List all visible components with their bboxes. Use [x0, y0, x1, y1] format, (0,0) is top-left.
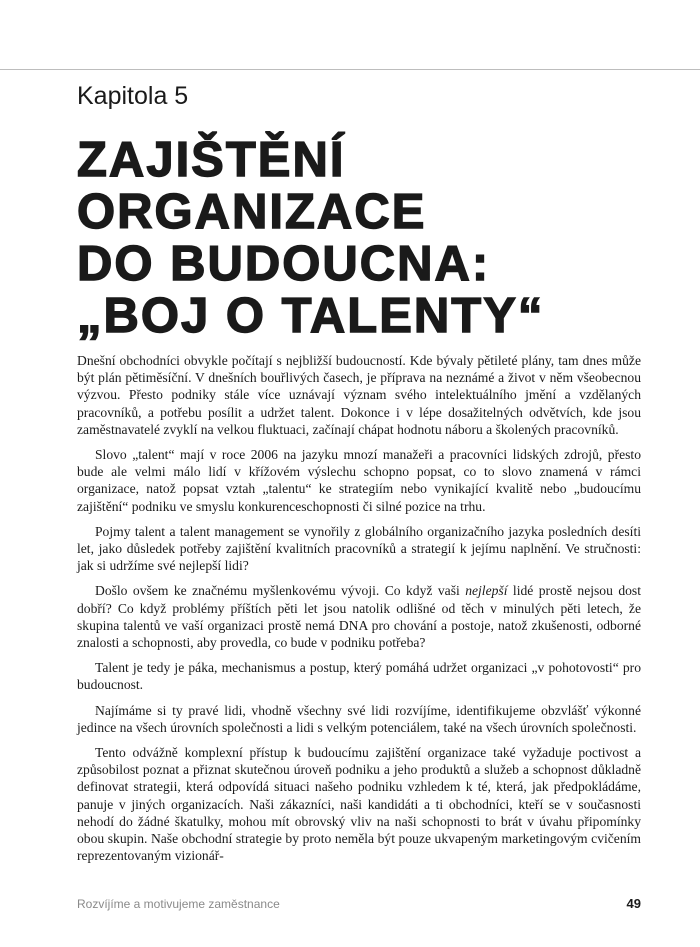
paragraph: Tento odvážně komplexní přístup k budoucímu zajištění organizace také vyžaduje poctivost a způsobilost poznat a přiznat skutečnou úroveň podniku a jeho produktů a služeb a schopnost důkladně definovat strategii, která odpovídá situaci našeho podniku vzhledem k té, která, jak předpokládáme, panuje v jiných organizacích. Naši zákazníci, naši kandidáti a ti obchodníci, kteří se v současnosti nehodí do žádné škatulky, mohou mít obrovský vliv na naši schopnosti to brát v úvahu připomínky obou skupin. Naše obchodní strategie by proto neměla být pouze ukvapeným marketingovým cvičením reprezentovaným vizionář-: [77, 745, 641, 864]
running-footer-title: Rozvíjíme a motivujeme zaměstnance: [77, 897, 280, 911]
chapter-title-line: ZAJIŠTĚNÍ: [77, 133, 346, 187]
header-rule: [0, 69, 700, 70]
chapter-title-line: DO BUDOUCNA:: [77, 237, 491, 291]
body-text: [77, 352, 641, 872]
paragraph-text: Došlo ovšem ke značnému myšlenkovému vývoji. Co když vaši: [95, 583, 466, 599]
page-number: 49: [626, 896, 641, 911]
paragraph-text: lidé prostě nejsou dost dobří? Co když problémy příštích pěti let jsou natolik odlišné od těch v minulých pěti letech, že skupina talentů ve vaší organizaci prostě nemá DNA pro chování a postoje, natož zkušenosti, odborné znalosti a schopnosti, aby provedla, co bude v podniku potřeba?: [77, 583, 641, 651]
paragraph: Najímáme si ty pravé lidi, vhodně všechny své lidi rozvíjíme, identifikujeme obzvlášť výkonné jedince na všech úrovních společnosti a lidi s velkým potenciálem, také na všech úrovních společnosti.: [77, 702, 641, 735]
paragraph: Dnešní obchodníci obvykle počítají s nejbližší budoucností. Kde bývaly pětileté plány, tam dnes může být plán pětiměsíční. V dnešních bouřlivých časech, je příprava na neznámé a život v něm všeobecnou výzvou. Přesto podniky stále více uznávají význam svého intelektuálního jmění a vzdělaných pracovníků, a potřebu posílit a udržet talent. Dokonce i v lépe dosažitelných odvětvích, kde jsou zaměstnavatelé zvyklí na velkou fluktuaci, začínají chápat hodnotu náboru a školených pracovníků.: [77, 353, 641, 437]
paragraph: Pojmy talent a talent management se vynořily z globálního organizačního jazyka posledních desíti let, jako důsledek potřeby zajištění kvalitních pracovníků a strategií k jejímu naplnění. Ve stručnosti: jak si udržíme své nejlepší lidi?: [77, 523, 641, 574]
paragraph: [77, 582, 641, 651]
paragraph: Slovo „talent“ mají v roce 2006 na jazyku mnozí manažeři a pracovníci lidských zdrojů, přesto bude ale velmi málo lidí v křížovém výslechu schopno popsat, co to slovo znamená v rámci organizace, natož popsat vztah „talentu“ ke strategiím nebo vynikající kvalitě nebo „budoucímu zajištění“ podniku ve smyslu konkurenceschopnosti či silné pozice na trhu.: [77, 447, 641, 514]
chapter-title-line: „BOJ O TALENTY“: [77, 289, 545, 343]
chapter-label: Kapitola 5: [77, 82, 189, 110]
emphasis-text: nejlepší: [465, 583, 508, 599]
chapter-title: [77, 134, 544, 342]
chapter-title-line: ORGANIZACE: [77, 185, 427, 239]
paragraph: Talent je tedy je páka, mechanismus a postup, který pomáhá udržet organizaci „v pohotovosti“ pro budoucnost.: [77, 660, 641, 693]
